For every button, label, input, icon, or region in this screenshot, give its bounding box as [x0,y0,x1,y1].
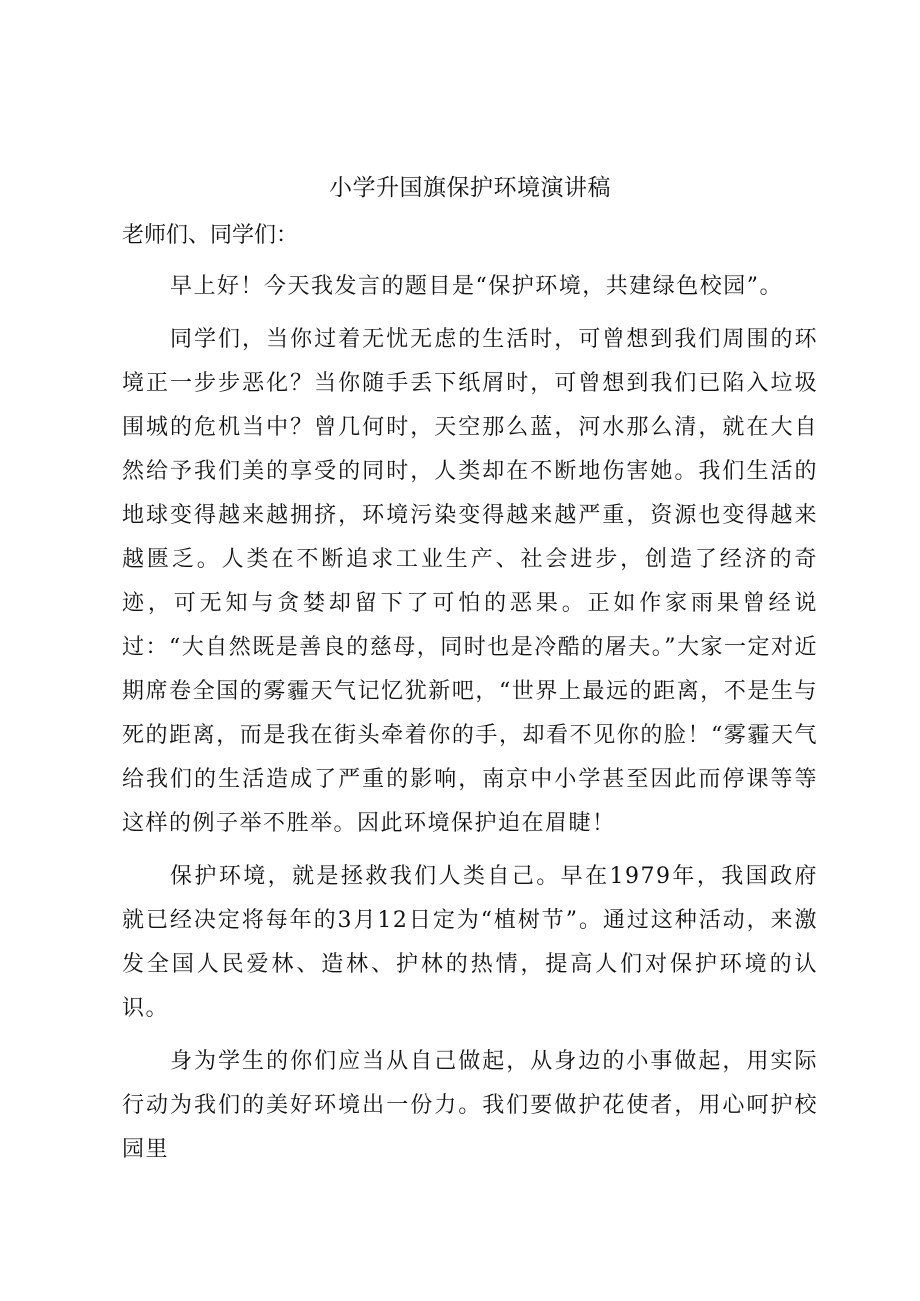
paragraph-greeting: 早上好！今天我发言的题目是“保护环境，共建绿色校园”。 [170,274,783,299]
paragraph-student-action: 身为学生的你们应当从自己做起，从身边的小事做起，用实际行动为我们的美好环境出一份力。我们要做护花使者，用心呵护校园里 [122,1049,818,1162]
paragraph-environment-crisis: 同学们，当你过着无忧无虑的生活时，可曾想到我们周围的环境正一步步恶化？当你随手丢下纸屑时，可曾想到我们已陷入垃圾围城的危机当中？曾几何时，天空那么蓝，河水那么清，就在大自然给予我们美的享受的同时，人类却在不断地伤害她。我们生活的地球变得越来越拥挤，环境污染变得越来越严重，资源也变得越来越匮乏。人类在不断追求工业生产、社会进步，创造了经济的奇迹，可无知与贪婪却留下了可怕的恶果。正如作家雨果曾经说过：“大自然既是善良的慈母，同时也是冷酷的屠夫。”大家一定对近期席卷全国的雾霾天气记忆犹新吧，“世界上最远的距离，不是生与死的距离，而是我在街头牵着你的手，却看不见你的脸！“雾霾天气给我们的生活造成了严重的影响，南京中小学甚至因此而停课等等这样的例子举不胜举。因此环境保护迫在眉睫！ [122,327,818,836]
paragraph-arbor-day: 保护环境，就是拯救我们人类自己。早在1979年，我国政府就已经决定将每年的3月12日定为“植树节”。通过这种活动，来激发全国人民爱林、造林、护林的热情，提高人们对保护环境的认识。 [122,864,818,1021]
salutation: 老师们、同学们： [122,223,299,248]
document-page [122,170,818,1181]
document-title: 小学升国旗保护环境演讲稿 [329,175,611,201]
